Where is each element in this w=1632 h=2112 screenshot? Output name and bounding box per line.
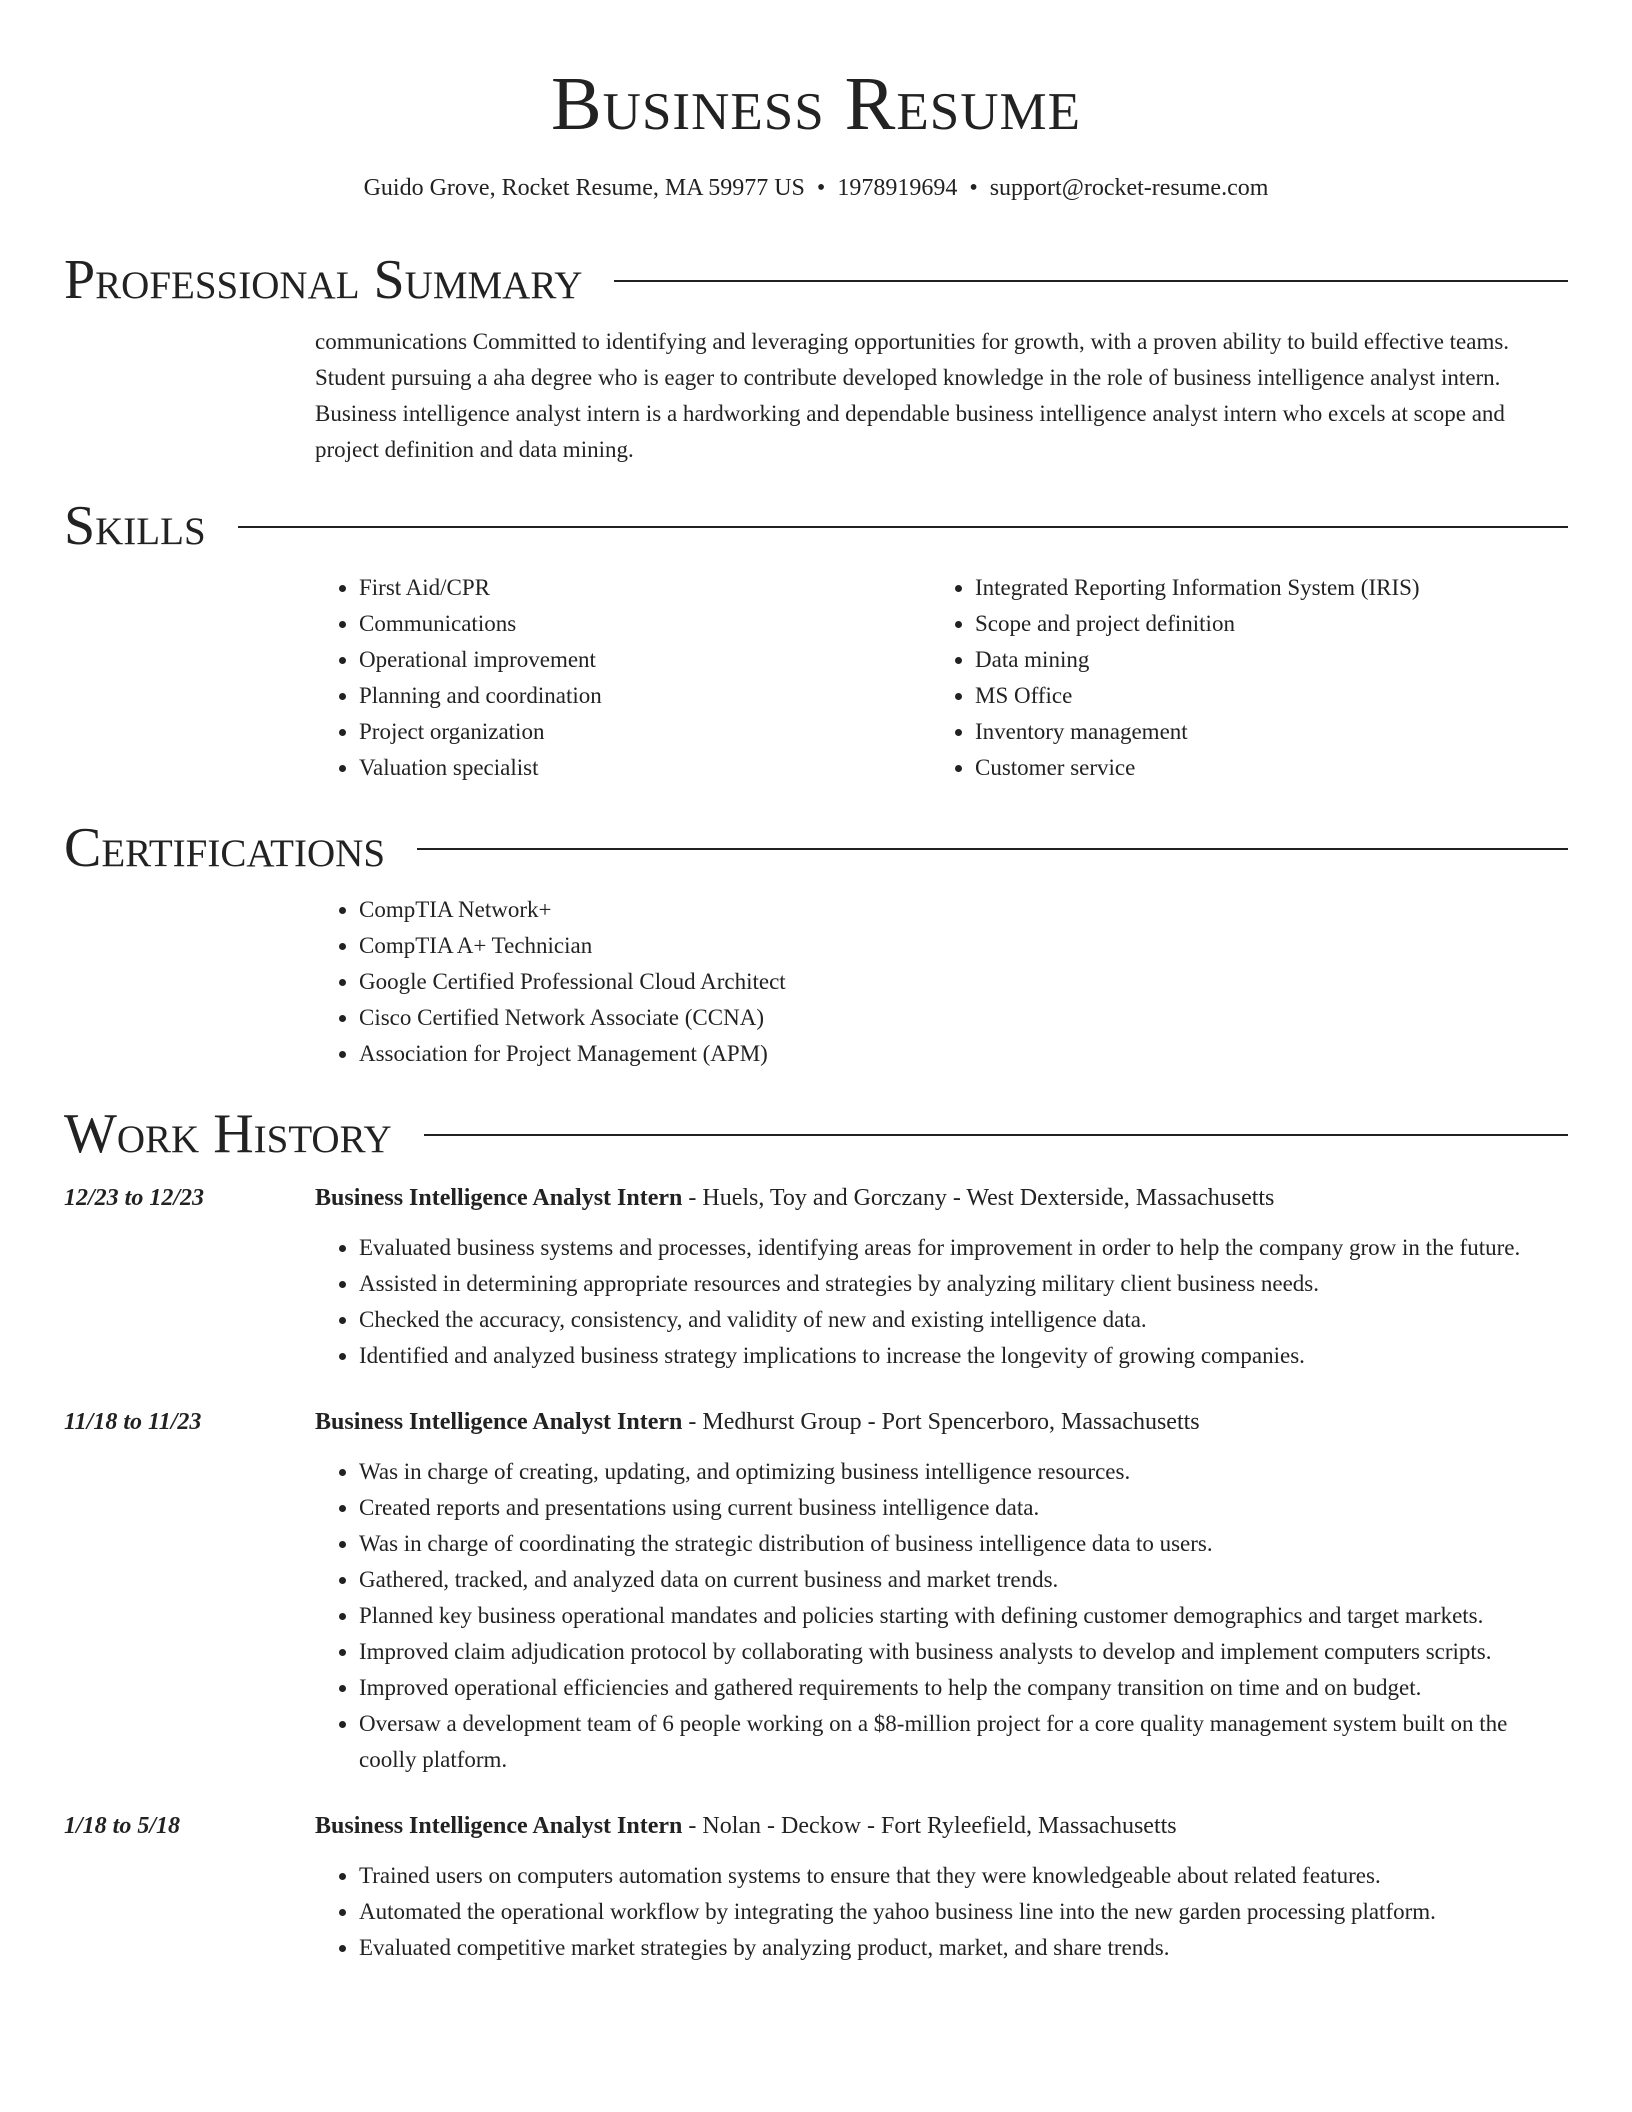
summary-heading: Professional Summary bbox=[64, 249, 583, 311]
skill-item: • Communications bbox=[359, 606, 931, 642]
job-bullet: • Automated the operational workflow by integrating the yahoo business line into the new garden processing platform. bbox=[359, 1894, 1568, 1930]
job-dates: 1/18 to 5/18 bbox=[64, 1813, 181, 1839]
job-info bbox=[315, 1180, 1274, 1216]
job-bullet: • Was in charge of coordinating the strategic distribution of business intelligence data to users. bbox=[359, 1526, 1568, 1562]
section-divider bbox=[238, 526, 1568, 528]
skill-item: • Inventory management bbox=[975, 714, 1547, 750]
job-entry bbox=[64, 1180, 1568, 1374]
resume-title: Business Resume bbox=[550, 62, 1081, 146]
job-bullet-list bbox=[315, 1858, 1568, 1966]
job-details: - Medhurst Group - Port Spencerboro, Massachusetts bbox=[682, 1409, 1200, 1435]
job-bullet: • Gathered, tracked, and analyzed data on current business and market trends. bbox=[359, 1562, 1568, 1598]
skill-item: • Customer service bbox=[975, 750, 1547, 786]
job-bullet: • Assisted in determining appropriate resources and strategies by analyzing military client business needs. bbox=[359, 1266, 1568, 1302]
job-header bbox=[64, 1404, 1568, 1440]
contact-line bbox=[64, 174, 1568, 202]
skill-item: • Data mining bbox=[975, 642, 1547, 678]
skill-item: • Valuation specialist bbox=[359, 750, 931, 786]
skill-item: • Integrated Reporting Information System (IRIS) bbox=[975, 570, 1547, 606]
job-bullet: • Improved operational efficiencies and gathered requirements to help the company transition on time and on budget. bbox=[359, 1670, 1568, 1706]
skill-item: • MS Office bbox=[975, 678, 1547, 714]
skill-item: • First Aid/CPR bbox=[359, 570, 931, 606]
job-details: - Nolan - Deckow - Fort Ryleefield, Massachusetts bbox=[682, 1813, 1177, 1839]
skill-item: • Scope and project definition bbox=[975, 606, 1547, 642]
job-bullet: • Evaluated business systems and processes, identifying areas for improvement in order to help the company grow in the future. bbox=[359, 1230, 1568, 1266]
section-divider bbox=[417, 848, 1568, 850]
job-header bbox=[64, 1180, 1568, 1216]
certifications-list bbox=[315, 892, 1568, 1072]
contact-phone: 1978919694 bbox=[837, 175, 958, 201]
certifications-heading: Certifications bbox=[64, 817, 386, 879]
job-title: Business Intelligence Analyst Intern bbox=[315, 1813, 683, 1839]
job-bullet: • Created reports and presentations using current business intelligence data. bbox=[359, 1490, 1568, 1526]
job-bullet-list bbox=[315, 1454, 1568, 1778]
job-entry bbox=[64, 1404, 1568, 1778]
skill-item: • Operational improvement bbox=[359, 642, 931, 678]
job-title: Business Intelligence Analyst Intern bbox=[315, 1185, 683, 1211]
contact-separator: • bbox=[816, 175, 826, 201]
certification-item: • Google Certified Professional Cloud Architect bbox=[359, 964, 1568, 1000]
summary-text: communications Committed to identifying and leveraging opportunities for growth, with a proven ability to build effective teams. Student pursuing a aha degree who is eager to contribute developed knowledge in the role of business intelligence analyst intern. Business intelligence analyst intern is a hardworking and dependable business intelligence analyst intern who excels at scope and project definition and data mining. bbox=[315, 329, 1510, 462]
certification-item: • Cisco Certified Network Associate (CCNA) bbox=[359, 1000, 1568, 1036]
job-bullet: • Checked the accuracy, consistency, and validity of new and existing intelligence data. bbox=[359, 1302, 1568, 1338]
job-bullet: • Planned key business operational mandates and policies starting with defining customer demographics and target markets. bbox=[359, 1598, 1568, 1634]
contact-address: Guido Grove, Rocket Resume, MA 59977 US bbox=[363, 175, 805, 201]
section-divider bbox=[424, 1134, 1568, 1136]
skills-section-header bbox=[64, 494, 1568, 558]
skills-grid bbox=[315, 570, 1568, 786]
job-bullet: • Was in charge of creating, updating, and optimizing business intelligence resources. bbox=[359, 1454, 1568, 1490]
skill-item: • Planning and coordination bbox=[359, 678, 931, 714]
job-header bbox=[64, 1808, 1568, 1844]
summary-section-header bbox=[64, 248, 1568, 312]
job-details: - Huels, Toy and Gorczany - West Dexterside, Massachusetts bbox=[682, 1185, 1275, 1211]
job-entry bbox=[64, 1808, 1568, 1966]
work-history-section-header bbox=[64, 1102, 1568, 1166]
skill-item: • Project organization bbox=[359, 714, 931, 750]
certification-item: • Association for Project Management (APM) bbox=[359, 1036, 1568, 1072]
job-bullet: • Oversaw a development team of 6 people working on a $8-million project for a core quality management system built on the coolly platform. bbox=[359, 1706, 1568, 1778]
resume-page bbox=[64, 0, 1568, 1966]
job-dates: 11/18 to 11/23 bbox=[64, 1409, 202, 1435]
job-bullet: • Trained users on computers automation systems to ensure that they were knowledgeable about related features. bbox=[359, 1858, 1568, 1894]
skills-list-left bbox=[315, 570, 931, 786]
job-dates: 12/23 to 12/23 bbox=[64, 1185, 205, 1211]
contact-email[interactable]: support@rocket-resume.com bbox=[989, 175, 1269, 201]
contact-separator: • bbox=[969, 175, 978, 201]
work-history-heading: Work History bbox=[64, 1103, 392, 1165]
job-title: Business Intelligence Analyst Intern bbox=[315, 1409, 683, 1435]
job-bullet-list bbox=[315, 1230, 1568, 1374]
job-info bbox=[315, 1808, 1177, 1844]
skills-list-right bbox=[931, 570, 1547, 786]
certification-item: • CompTIA A+ Technician bbox=[359, 928, 1568, 964]
certification-item: • CompTIA Network+ bbox=[359, 892, 1568, 928]
certifications-section-header bbox=[64, 816, 1568, 880]
job-info bbox=[315, 1404, 1200, 1440]
job-bullet: • Improved claim adjudication protocol by collaborating with business analysts to develop and implement computers scripts. bbox=[359, 1634, 1568, 1670]
section-divider bbox=[614, 280, 1568, 282]
skills-heading: Skills bbox=[64, 495, 206, 557]
job-bullet: • Evaluated competitive market strategies by analyzing product, market, and share trends. bbox=[359, 1930, 1568, 1966]
job-bullet: • Identified and analyzed business strategy implications to increase the longevity of growing companies. bbox=[359, 1338, 1568, 1374]
